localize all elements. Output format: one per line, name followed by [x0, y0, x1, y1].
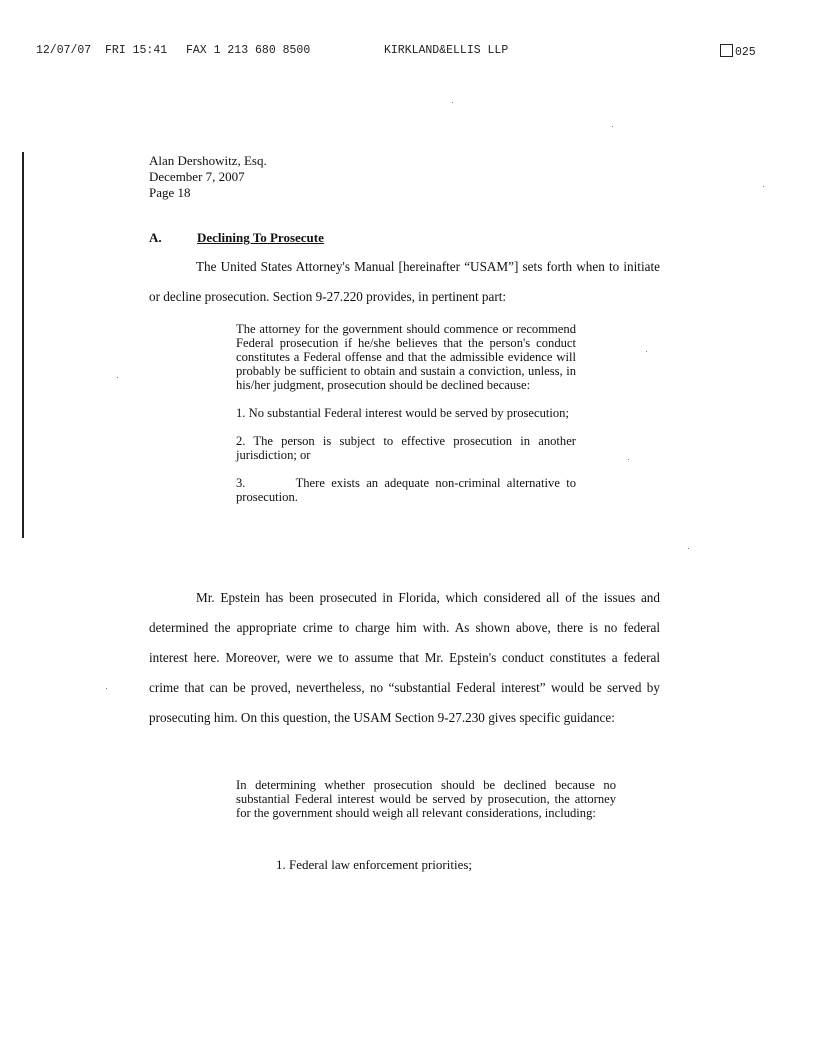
block-quote-1	[236, 322, 580, 504]
scan-speck	[117, 377, 118, 378]
page-number: Page 18	[149, 185, 191, 200]
body-paragraph	[149, 583, 660, 733]
scan-speck	[763, 186, 764, 187]
fax-sender: KIRKLAND&ELLIS LLP	[384, 44, 509, 57]
block-quote-2	[236, 778, 616, 820]
scan-speck	[612, 126, 613, 127]
body-paragraph-text: Mr. Epstein has been prosecuted in Florida, which considered all of the issues and determined the appropriate crime to charge him with. As shown above, there is no federal interest here. Moreover, were we to assume that Mr. Epstein's conduct constitutes a federal crime that can be proved, nevertheless, no “substantial Federal interest” would be served by prosecuting him. On this question, the USAM Section 9-27.230 gives specific guidance:	[149, 590, 660, 725]
fax-datetime: 12/07/07 FRI 15:41	[36, 44, 168, 57]
quote-2-lead: In determining whether prosecution should be declined because no substantial Federal interest would be served by prosecution, the attorney for the government should weigh all relevant considerations, including:	[236, 778, 616, 820]
margin-bar	[22, 152, 24, 538]
quote-1-item: 3. There exists an adequate non-criminal alternative to prosecution.	[236, 476, 580, 504]
section-heading	[149, 230, 324, 246]
fax-header	[36, 44, 776, 58]
page-box-icon	[720, 44, 733, 57]
fax-page-code: 025	[735, 46, 756, 59]
letterhead	[149, 153, 267, 201]
letter-date: December 7, 2007	[149, 169, 245, 184]
recipient-name: Alan Dershowitz, Esq.	[149, 153, 267, 168]
intro-paragraph	[149, 252, 660, 312]
fax-page-marker	[720, 44, 756, 59]
quote-2-item: 1. Federal law enforcement priorities;	[276, 857, 473, 872]
quote-1-item: 2. The person is subject to effective prosecution in another jurisdiction; or	[236, 434, 576, 462]
scan-speck	[688, 548, 689, 549]
section-number: A.	[149, 230, 162, 245]
section-title: Declining To Prosecute	[197, 230, 324, 245]
quote-1-item: 1. No substantial Federal interest would be served by prosecution;	[236, 406, 569, 420]
fax-number: FAX 1 213 680 8500	[186, 44, 311, 57]
intro-paragraph-text: The United States Attorney's Manual [hereinafter “USAM”] sets forth when to initiate or decline prosecution. Section 9-27.220 provides, in pertinent part:	[149, 259, 660, 304]
scan-speck	[452, 102, 453, 103]
scan-speck	[646, 351, 647, 352]
quote-1-lead: The attorney for the government should commence or recommend Federal prosecution if he/she believes that the person's conduct constitutes a Federal offense and that the admissible evidence will probably be sufficient to obtain and sustain a conviction, unless, in his/her judgment, prosecution should be declined because:	[236, 322, 576, 392]
scan-speck	[628, 459, 629, 460]
scan-speck	[106, 688, 107, 689]
